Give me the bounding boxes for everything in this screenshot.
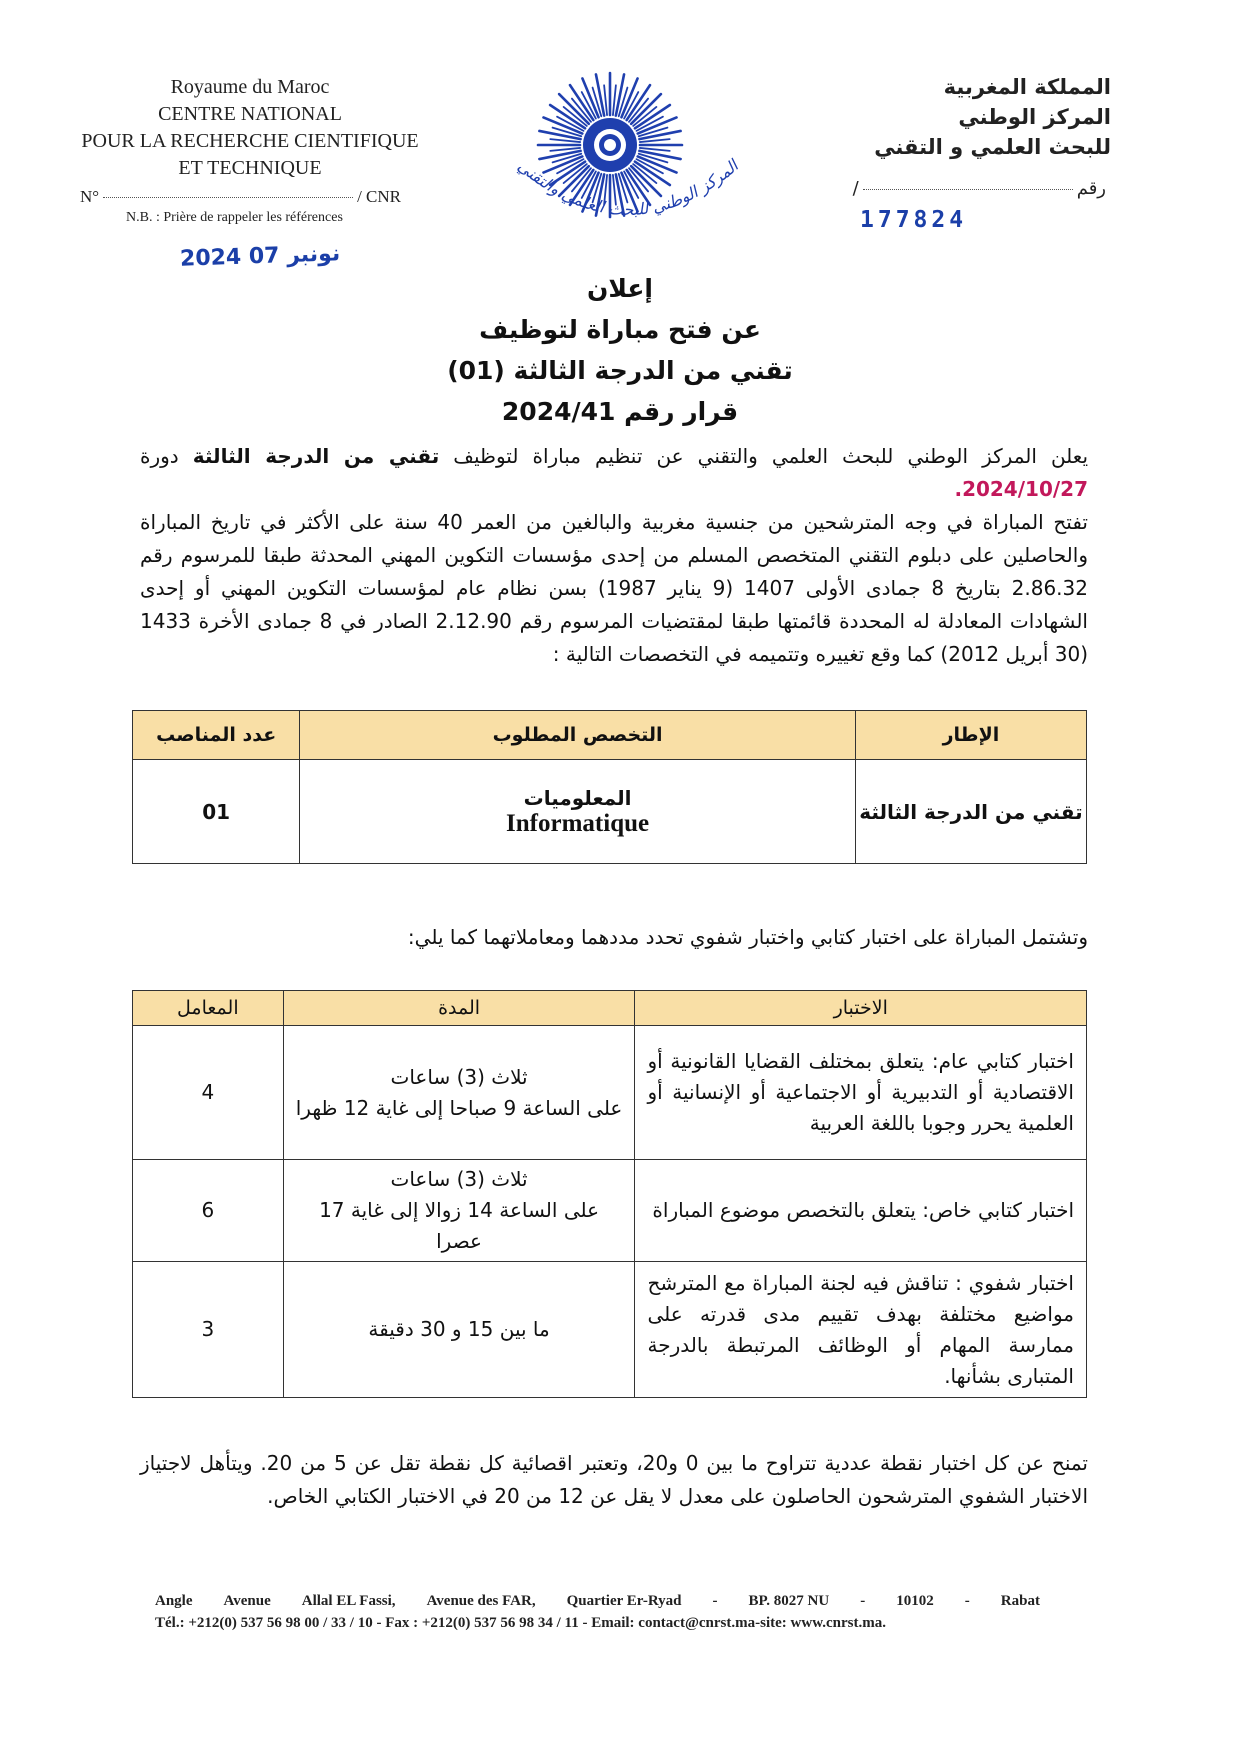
stamped-reference-number: 177824 <box>860 207 968 233</box>
duration-hours: ما بين 15 و 30 دقيقة <box>368 1317 550 1341</box>
specialty-ar: المعلوميات <box>523 785 632 810</box>
ar-ref-slash: / <box>852 178 859 199</box>
intro-p1-bold: تقني من الدرجة الثالثة <box>192 444 440 468</box>
addr-part: BP. 8027 NU <box>748 1593 830 1609</box>
addr-part: Avenue <box>223 1593 271 1609</box>
test-cell: اختبار كتابي خاص: يتعلق بالتخصص موضوع المباراة <box>635 1160 1087 1262</box>
reference-line-fr <box>80 187 401 207</box>
duration-schedule: على الساعة 14 زوالا إلى غاية 17 عصرا <box>319 1198 600 1253</box>
positions-table-header <box>133 711 1087 760</box>
address-footer <box>155 1590 1040 1634</box>
ar-ref-dots <box>863 189 1073 190</box>
intro-p1-a: يعلن المركز الوطني للبحث العلمي والتقني عن تنظيم مباراة لتوظيف <box>439 444 1089 468</box>
title-line2: عن فتح مباراة لتوظيف <box>479 315 761 344</box>
coef-cell: 6 <box>133 1160 284 1262</box>
header-ar-line1: المملكة المغربية <box>943 75 1111 99</box>
coef-cell: 4 <box>133 1026 284 1160</box>
addr-part: - <box>964 1593 970 1609</box>
closing-text: تمنح عن كل اختبار نقطة عددية تتراوح ما بين 0 و20، وتعتبر اقصائية كل نقطة تقل عن 5 من 20. ويتأهل لاجتياز الاختبار الشفوي المترشحون الحاصلون على معدل لا يقل عن 12 من 20 في الاختبار الكتابي الخاص. <box>140 1451 1088 1508</box>
positions-table <box>132 710 1087 864</box>
intro-p1-b: دورة <box>140 444 193 468</box>
count-cell: 01 <box>133 760 300 864</box>
test-cell: اختبار كتابي عام: يتعلق بمختلف القضايا القانونية أو الاقتصادية أو التدبيرية أو الاجتماعية أو الإنسانية أو العلمية يحرر وجوبا باللغة العربية <box>635 1026 1087 1160</box>
col-coef-header: المعامل <box>133 991 284 1026</box>
header-fr-line2: CENTRE NATIONAL <box>158 103 342 125</box>
exam-intro-text: وتشتمل المباراة على اختبار كتابي واختبار شفوي تحدد مددهما ومعاملاتهما كما يلي: <box>407 925 1088 949</box>
header-ar-line2: المركز الوطني <box>958 105 1111 129</box>
col-cadre-header: الإطار <box>855 711 1086 760</box>
cadre-cell: تقني من الدرجة الثالثة <box>855 760 1086 864</box>
ref-dots <box>103 197 353 198</box>
intro-exam-date: 2024/10/27. <box>954 477 1088 501</box>
addr-part: Angle <box>155 1593 193 1609</box>
reference-line-ar <box>853 178 1106 199</box>
ref-suffix: / CNR <box>357 187 402 206</box>
duration-hours: ثلاث (3) ساعات <box>390 1064 528 1089</box>
address-line <box>155 1590 1040 1612</box>
ar-ref-label: رقم <box>1076 178 1106 199</box>
logo-ray <box>640 139 670 142</box>
duration-cell <box>283 1160 635 1262</box>
table-row <box>133 1160 1087 1262</box>
contact-line: Tél.: +212(0) 537 56 98 00 / 33 / 10 - Fax : +212(0) 537 56 98 34 / 11 - Email: contact@cnrst.ma-site: www.cnrst.ma. <box>155 1615 886 1631</box>
addr-part: - <box>860 1593 866 1609</box>
title-line3: تقني من الدرجة الثالثة (01) <box>447 356 793 385</box>
header-fr <box>50 74 450 182</box>
specialty-fr: Informatique <box>506 809 650 837</box>
intro-text <box>140 440 1088 671</box>
logo-ray <box>604 85 607 115</box>
logo-arc-text <box>478 150 778 270</box>
ref-prefix: N° <box>80 187 100 206</box>
addr-part: 10102 <box>896 1593 934 1609</box>
logo-arc-label: المركز الوطني للبحث العلمي والتقني <box>514 156 742 220</box>
logo-ray <box>550 139 580 142</box>
specialty-cell <box>300 760 856 864</box>
duration-schedule: على الساعة 9 صباحا إلى غاية 12 ظهرا <box>295 1095 623 1120</box>
col-duration-header: المدة <box>283 991 635 1026</box>
header-fr-line4: ET TECHNIQUE <box>178 157 322 179</box>
header-fr-line3: POUR LA RECHERCHE CIENTIFIQUE <box>81 130 419 152</box>
exams-table <box>132 990 1087 1398</box>
addr-part: Quartier Er-Ryad <box>566 1593 682 1609</box>
header-ar-line3: للبحث العلمي و التقني <box>874 135 1111 159</box>
logo-ray <box>613 85 616 115</box>
announcement-title <box>300 268 940 432</box>
col-specialty-header: التخصص المطلوب <box>300 711 856 760</box>
test-cell: اختبار شفوي : تناقش فيه لجنة المباراة مع المترشح مواضيع مختلفة بهدف تقييم مدى قدرته على ممارسة المهام أو الوظائف المرتبطة بالدرجة المتبارى بشأنها. <box>635 1262 1087 1398</box>
coef-cell: 3 <box>133 1262 284 1398</box>
table-row <box>133 1026 1087 1160</box>
col-count-header: عدد المناصب <box>133 711 300 760</box>
table-row <box>133 1262 1087 1398</box>
title-line1: إعلان <box>587 274 653 303</box>
header-ar <box>851 72 1111 162</box>
duration-cell <box>283 1026 635 1160</box>
svg-text:المركز الوطني للبحث العلمي وال <box>514 155 743 219</box>
addr-part: - <box>712 1593 718 1609</box>
header-fr-line1: Royaume du Maroc <box>170 76 330 98</box>
intro-paragraph-2: تفتح المباراة في وجه المترشحين من جنسية مغربية والبالغين من العمر 40 سنة على الأكثر في تاريخ المباراة والحاصلين على دبلوم التقني المتخصص المسلم من إحدى مؤسسات التكوين المهني المحدثة طبقا للمرسوم رقم 2.86.32 بتاريخ 8 جمادى الأولى 1407 (9 يناير 1987) بسن نظام عام لمؤسسات التكوين المهني أو إحدى الشهادات المعادلة له المحددة قائمتها طبقا لمقتضيات المرسوم رقم 2.12.90 الصادر في 8 جمادى الأخرة 1433 (30 أبريل 2012) كما وقع تغييره وتتميمه في التخصصات التالية : <box>140 510 1089 666</box>
addr-part: Rabat <box>1000 1593 1040 1609</box>
duration-hours: ثلاث (3) ساعات <box>390 1167 528 1191</box>
title-line4: قرار رقم 2024/41 <box>501 397 739 426</box>
nb-note: N.B. : Prière de rappeler les références <box>126 210 343 225</box>
col-test-header: الاختبار <box>635 991 1087 1026</box>
addr-part: Allal EL Fassi, <box>301 1593 396 1609</box>
exams-table-header <box>133 991 1087 1026</box>
handwritten-date: 2024 نونبر 07 <box>179 241 341 272</box>
table-row <box>133 760 1087 864</box>
intro-paragraph-1 <box>140 440 1088 506</box>
duration-cell <box>283 1262 635 1398</box>
addr-part: Avenue des FAR, <box>426 1593 536 1609</box>
